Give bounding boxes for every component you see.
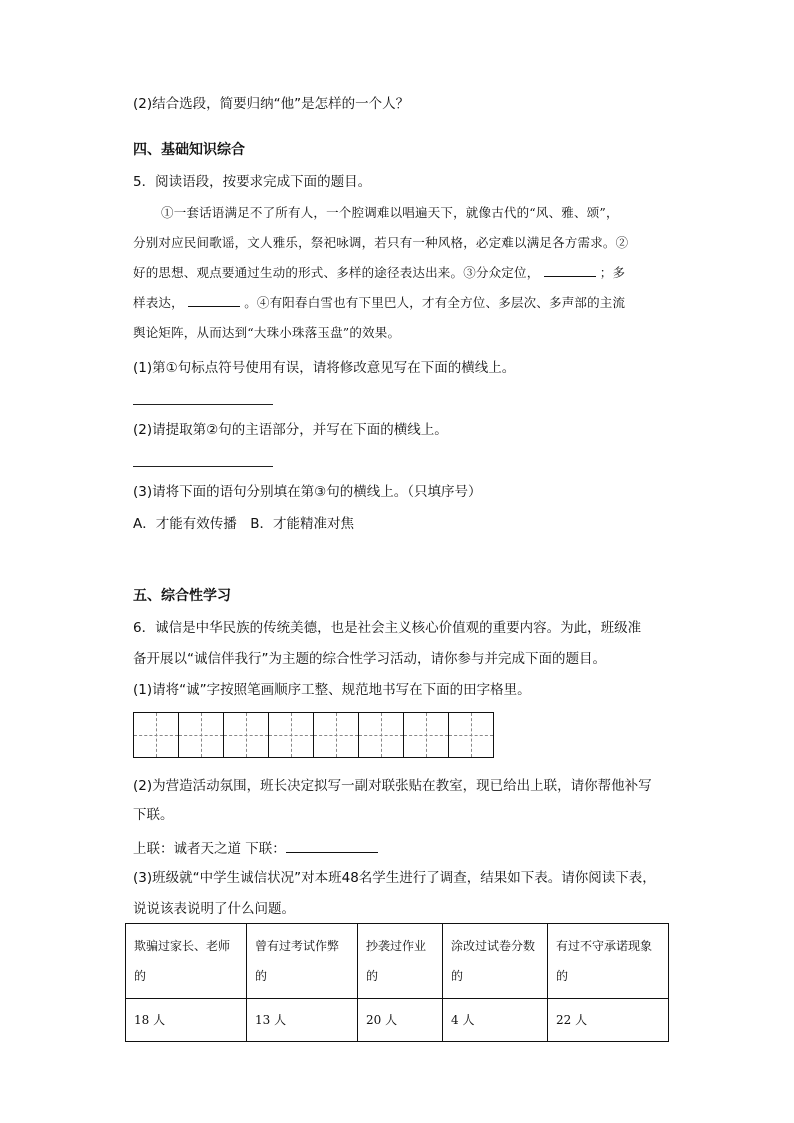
passage-line-3 <box>133 258 663 288</box>
question-6-part-3-line-1: (3)班级就“中学生诚信状况”对本班48名学生进行了调查，结果如下表。请你阅读下表， <box>133 870 656 886</box>
table-header-cell: 欺骗过家长、老师的 <box>126 924 247 999</box>
couplet-text: 上联：诚者天之道 下联： <box>133 841 286 857</box>
couplet-answer-blank[interactable] <box>286 836 378 853</box>
question-5-part-3: (3)请将下面的语句分别填在第③句的横线上。（只填序号） <box>133 484 482 500</box>
tianzige-cell[interactable] <box>178 712 224 758</box>
passage-line-5: 舆论矩阵，从而达到“大珠小珠落玉盘”的效果。 <box>133 325 401 340</box>
question-6-part-3-line-2: 说说该表说明了什么问题。 <box>133 901 295 917</box>
passage-line-1: ①一套话语满足不了所有人，一个腔调难以唱遍天下，就像古代的“风、雅、颂”， <box>161 205 619 220</box>
question-5-part-2: (2)请提取第②句的主语部分，并写在下面的横线上。 <box>133 422 448 438</box>
survey-table <box>125 923 669 1042</box>
table-cell: 22 人 <box>548 999 669 1042</box>
passage-line-4-text: 。④有阳春白雪也有下里巴人，才有全方位、多层次、多声部的主流 <box>244 295 626 310</box>
tianzige-cell[interactable] <box>223 712 269 758</box>
passage-blank-2[interactable] <box>188 290 240 307</box>
table-header-cell: 曾有过考试作弊的 <box>247 924 358 999</box>
question-5-options: A．才能有效传播 B．才能精准对焦 <box>133 516 354 532</box>
table-cell: 18 人 <box>126 999 247 1042</box>
table-header-cell: 涂改过试卷分数的 <box>443 924 548 999</box>
tianzige-cell[interactable] <box>133 712 179 758</box>
passage-line-4 <box>133 288 663 318</box>
tianzige-cell[interactable] <box>358 712 404 758</box>
tianzige-grid <box>133 712 494 758</box>
table-row <box>126 999 669 1042</box>
table-cell: 4 人 <box>443 999 548 1042</box>
passage-line-4-start: 样表达， <box>133 295 184 310</box>
question-5-intro: 5．阅读语段，按要求完成下面的题目。 <box>133 174 372 190</box>
table-header-cell: 抄袭过作业的 <box>358 924 443 999</box>
section-4-title: 四、基础知识综合 <box>133 142 245 158</box>
tianzige-cell[interactable] <box>448 712 494 758</box>
reading-passage <box>133 198 663 348</box>
table-cell: 20 人 <box>358 999 443 1042</box>
answer-line-2[interactable] <box>133 466 273 467</box>
table-header-cell: 有过不守承诺现象的 <box>548 924 669 999</box>
couplet-line <box>133 836 378 859</box>
tianzige-cell[interactable] <box>268 712 314 758</box>
table-cell: 13 人 <box>247 999 358 1042</box>
passage-line-3-end: ；多 <box>599 265 626 280</box>
passage-line-3-text: 好的思想、观点要通过生动的形式、多样的途径表达出来。③分众定位， <box>133 265 540 280</box>
tianzige-cell[interactable] <box>313 712 359 758</box>
table-header-row <box>126 924 669 999</box>
tianzige-cell[interactable] <box>403 712 449 758</box>
question-6-part-2-line-1: (2)为营造活动氛围，班长决定拟写一副对联张贴在教室，现已给出上联，请你帮他补写 <box>133 778 652 794</box>
section-5-title: 五、综合性学习 <box>133 588 231 604</box>
question-6-intro-line-1: 6．诚信是中华民族的传统美德，也是社会主义核心价值观的重要内容。为此，班级准 <box>133 620 642 636</box>
question-5-part-1: (1)第①句标点符号使用有误，请将修改意见写在下面的横线上。 <box>133 360 516 376</box>
question-6-part-2-line-2: 下联。 <box>133 807 174 823</box>
answer-line-1[interactable] <box>133 404 273 405</box>
question-6-part-1: (1)请将“诚”字按照笔画顺序工整、规范地书写在下面的田字格里。 <box>133 682 531 698</box>
passage-line-2: 分别对应民间歌谣，文人雅乐，祭祀咏调，若只有一种风格，必定难以满足各方需求。② <box>133 235 629 250</box>
question-6-intro-line-2: 备开展以“诚信伴我行”为主题的综合性学习活动，请你参与并完成下面的题目。 <box>133 651 606 667</box>
question-4-part-2: (2)结合选段，简要归纳“他”是怎样的一个人？ <box>133 96 410 112</box>
passage-blank-1[interactable] <box>544 260 596 277</box>
